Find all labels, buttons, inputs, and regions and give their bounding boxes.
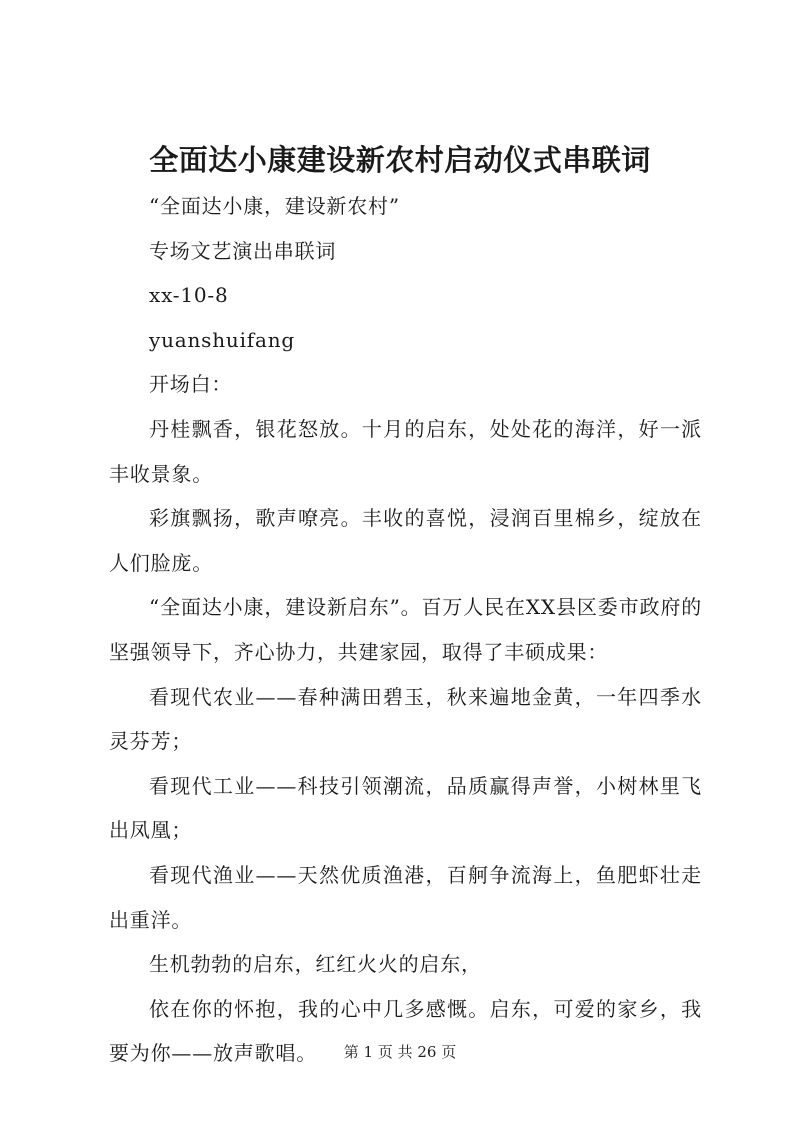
paragraph-author: yuanshuifang: [149, 327, 296, 352]
document-body: [109, 184, 702, 1076]
paragraph: 丹桂飘香，银花怒放。十月的启东，处处花的海洋，好一派丰收景象。: [109, 416, 702, 486]
paragraph-date: xx-10-8: [149, 283, 229, 308]
paragraph: 看现代渔业——天然优质渔港，百舸争流海上，鱼肥虾壮走出重洋。: [109, 862, 702, 932]
paragraph: 生机勃勃的启东，红红火火的启东，: [149, 952, 482, 977]
paragraph-subtitle: 专场文艺演出串联词: [149, 238, 337, 263]
paragraph-opening-label: 开场白：: [149, 372, 233, 397]
paragraph: 看现代农业——春种满田碧玉，秋来遍地金黄，一年四季水灵芬芳；: [109, 684, 702, 754]
document-title: 全面达小康建设新农村启动仪式串联词: [149, 143, 651, 177]
paragraph: 彩旗飘扬，歌声嘹亮。丰收的喜悦，浸润百里棉乡，绽放在人们脸庞。: [109, 506, 702, 575]
page-footer: 第 1 页 共 26 页: [343, 1043, 457, 1061]
paragraph: 依在你的怀抱，我的心中几多感慨。启东，可爱的家乡，我要为你——放声歌唱。: [109, 996, 702, 1066]
paragraph-slogan: “全面达小康，建设新农村”: [149, 194, 400, 218]
paragraph: “全面达小康，建设新启东”。百万人民在XX县区委市政府的坚强领导下，齐心协力，共建家园，取得了丰硕成果：: [109, 595, 702, 664]
paragraph: 看现代工业——科技引领潮流，品质赢得声誉，小树林里飞出凤凰；: [109, 773, 702, 843]
